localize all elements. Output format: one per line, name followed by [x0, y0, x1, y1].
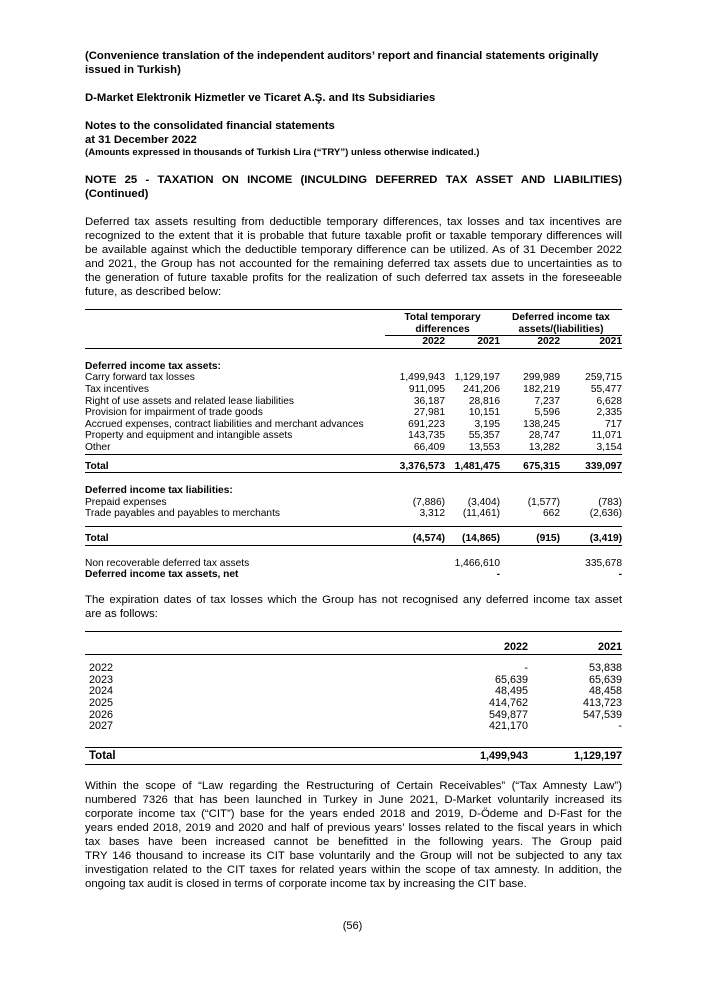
table-row: Other 66,409 13,553 13,282 3,154 — [85, 441, 622, 453]
table-row: Prepaid expenses (7,886) (3,404) (1,577) (783) — [85, 496, 622, 508]
document-page — [85, 49, 622, 891]
table-row: Trade payables and payables to merchants 3,312 (11,461) 662 (2,636) — [85, 508, 622, 526]
group-header-temporary: Total temporary — [404, 312, 481, 323]
table-row: Carry forward tax losses 1,499,943 1,129,197 299,989 259,715 — [85, 372, 622, 384]
non-recoverable-row: Non recoverable deferred tax assets 1,466,610 335,678 — [85, 557, 622, 569]
year-header-row: 2022 2021 2022 2021 — [85, 336, 622, 349]
deferred-tax-table: Total temporary Deferred income tax differences assets/(liabilities) 2022 2021 2022 2021 Deferred income tax assets: Carry forward tax losses 1,499,943 1,129,197 299,989 259,715 Tax incentives 911,095 241,206 182,219 55,477 Right of use assets and related lease liabilities 36,187 28,816 7,237 6,628 Provision for impairment of trade goods 27,981 10,151 5,596 2,335 Accrued expenses, contract liabilities and merchant advances 691,223 3,195 138,245 717 Property and equipment and intangible assets 143,735 55,357 28,747 11,071 Other 66,409 13,553 13,282 3,154 Total 3,376,573 1,481,475 675,315 339,097 Deferred income tax liabilities: Prepaid expenses (7,886) (3,404) (1,577) (783) Trade payables and payables to merchants 3,312 (11,461) 662 (2,636) Total (4,574) (14,865) (915) (3,419) Non recoverable deferred tax assets 1,466,610 335,678 Deferred income tax assets, net - - — [85, 309, 622, 581]
table-row: 2025 414,762 413,723 — [89, 697, 622, 710]
company-name: D-Market Elektronik Hizmetler ve Ticaret A.Ş. and Its Subsidiaries — [85, 92, 436, 104]
page-number: (56) — [342, 920, 363, 932]
table-row: 2023 65,639 65,639 — [89, 673, 622, 686]
assets-total-row: Total 3,376,573 1,481,475 675,315 339,097 — [85, 460, 622, 472]
convenience-note: (Convenience translation of the independent auditors’ report and financial statements originally issued in Turkish) — [85, 50, 599, 76]
paragraph-deferred-tax: Deferred tax assets resulting from deductible temporary differences, tax losses and tax incentives are recognized to the extent that it is probable that future taxable profit or taxable temporary differences will be available against which the deductible temporary difference can be utilized. As of 31 December 2022 and 2021, the Group has not accounted for the remaining deferred tax assets due to uncertainties as to the generation of future taxable profits for the realization of such deferred tax assets in the foreseeable future, as described below: — [85, 216, 622, 298]
amounts-note: (Amounts expressed in thousands of Turkish Lira (“TRY”) unless otherwise indicated.) — [85, 147, 480, 158]
expiration-header-row: 2022 2021 — [85, 631, 622, 655]
table-row: Tax incentives 911,095 241,206 182,219 55,477 — [85, 383, 622, 395]
group-header-deferred: Deferred income tax — [512, 312, 610, 323]
paragraph-tax-amnesty: Within the scope of “Law regarding the Restructuring of Certain Receivables” (“Tax Amnesty Law”) numbered 7326 that has been launched in Turkey in June 2021, D-Market voluntarily increased its corporate income tax (“CIT”) base for the years ended 2018 and 2019, D-Ödeme and D-Fast for the years ended 2018, 2019 and 2020 and half of previous years’ losses related to the fiscal years in which tax bases have been increased cannot be benefitted in the following years. The Group paid TRY 146 thousand to increase its CIT base voluntarily and the Group will not be subjected to any tax investigation related to the CIT taxes for related years within the scope of tax amnesty. In addition, the ongoing tax audit is closed in terms of corporate income tax by increasing the CIT base. — [85, 780, 622, 891]
notes-title: Notes to the consolidated financial statements — [85, 120, 335, 132]
table-row: Provision for impairment of trade goods 27,981 10,151 5,596 2,335 — [85, 407, 622, 419]
assets-heading: Deferred income tax assets: — [85, 360, 221, 372]
table-row: Accrued expenses, contract liabilities and merchant advances 691,223 3,195 138,245 717 — [85, 418, 622, 430]
table-row: 2027 421,170 - — [85, 721, 622, 747]
expiration-total-row: Total 1,499,943 1,129,197 — [85, 747, 622, 765]
expiration-table — [85, 631, 622, 766]
table-row: Property and equipment and intangible assets 143,735 55,357 28,747 11,071 — [85, 430, 622, 442]
table-row: 2022 - 53,838 — [89, 662, 622, 675]
table-row: Right of use assets and related lease liabilities 36,187 28,816 7,237 6,628 — [85, 395, 622, 407]
liabilities-total-row: Total (4,574) (14,865) (915) (3,419) — [85, 532, 622, 544]
net-row: Deferred income tax assets, net - - — [85, 569, 622, 581]
note-title: NOTE 25 - TAXATION ON INCOME (INCULDING DEFERRED TAX ASSET AND LIABILITIES) — [85, 174, 622, 186]
table-row: 2026 549,877 547,539 — [89, 708, 622, 721]
note-title-continued: (Continued) — [85, 188, 149, 200]
table-row: 2024 48,495 48,458 — [89, 685, 622, 698]
report-date: at 31 December 2022 — [85, 134, 197, 146]
paragraph-expiration: The expiration dates of tax losses which the Group has not recognised any deferred income tax asset are as follows: — [85, 593, 622, 620]
liabilities-heading: Deferred income tax liabilities: — [85, 485, 233, 497]
